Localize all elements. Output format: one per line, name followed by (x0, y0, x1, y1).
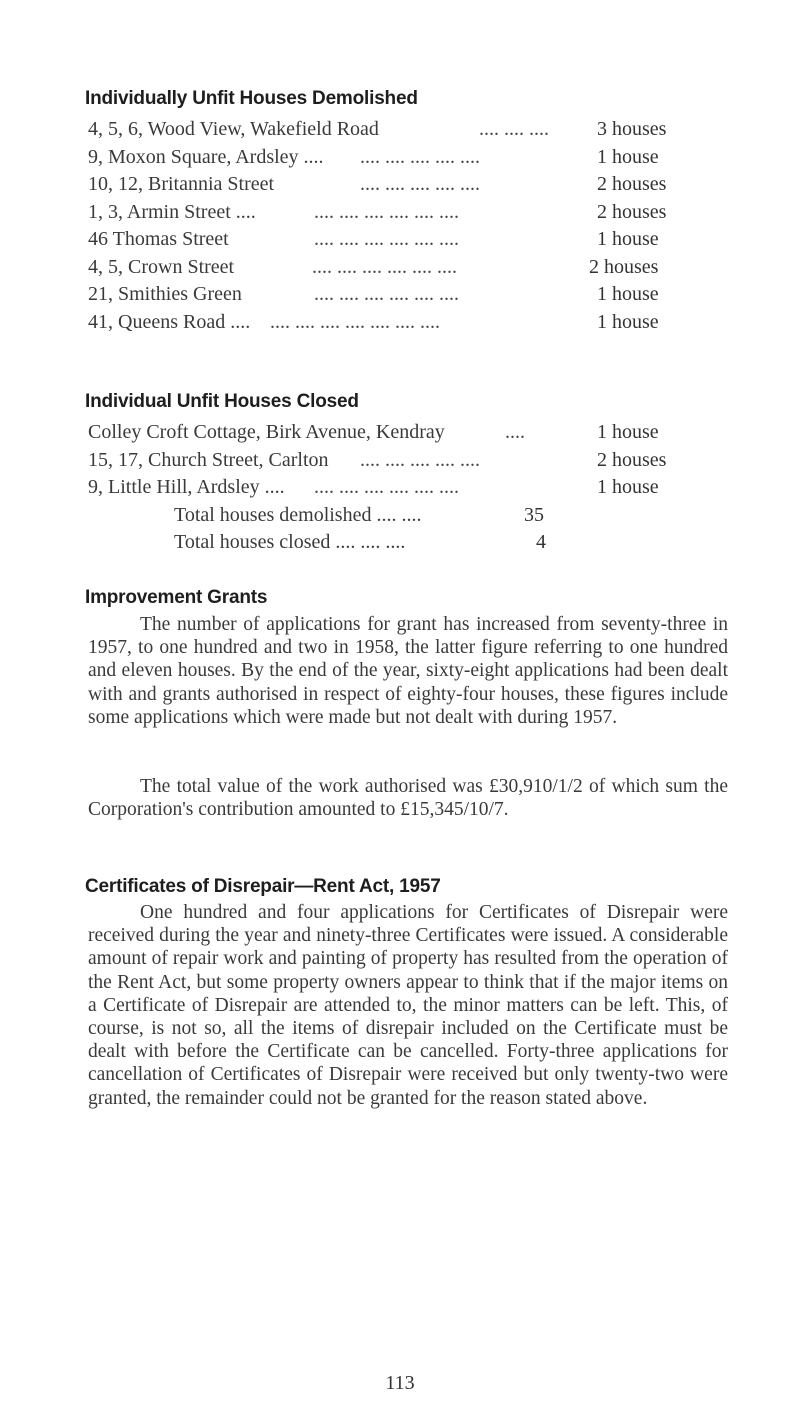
total-label: Total houses closed .... .... .... (174, 531, 406, 553)
list-item (88, 419, 728, 447)
total-value: 4 (536, 531, 546, 553)
closed-heading: Individual Unfit Houses Closed (85, 391, 359, 412)
address: 9, Little Hill, Ardsley .... (88, 476, 285, 498)
address: 4, 5, Crown Street (88, 255, 235, 278)
house-count: 1 house (597, 228, 659, 250)
address: 1, 3, Armin Street .... (88, 200, 256, 223)
list-item (88, 226, 728, 254)
demolished-list (88, 116, 728, 336)
closed-list (88, 419, 728, 557)
certificates-paragraph: One hundred and four applications for Certificates of Disrepair were received during the year and ninety-three Certificates were issued. A considerable amount of repair work and painting of property has resulted from the operation of the Rent Act, but some property owners appear to think that if the major items on a Certificate of Disrepair are attended to, the minor matters can be left. This, of course, is not so, all the items of disrepair included on the Certificate must be dealt with before the Certificate can be cancelled. Forty-three applications for cancellation of Certificates of Disrepair were received but only twenty-two were granted, the remainder could not be granted for the reason stated above. (88, 902, 728, 1109)
total-closed (88, 529, 728, 557)
house-count: 1 house (597, 145, 659, 168)
address: 9, Moxon Square, Ardsley .... (88, 145, 324, 168)
house-count: 1 house (597, 310, 659, 333)
address: 21, Smithies Green (88, 283, 242, 305)
address: 41, Queens Road .... (88, 310, 251, 333)
page-number: 113 (385, 1372, 415, 1394)
grants-paragraph-2: The total value of the work authorised was £30,910/1/2 of which sum the Corporation's contribution amounted to £15,345/10/7. (88, 776, 728, 821)
leader-dots: .... .... .... .... .... .... (314, 476, 459, 498)
address: 46 Thomas Street (88, 228, 229, 250)
demolished-heading: Individually Unfit Houses Demolished (85, 88, 418, 109)
list-item (88, 199, 728, 227)
house-count: 2 houses (589, 255, 659, 278)
leader-dots: .... .... .... .... .... (360, 448, 480, 471)
address: 15, 17, Church Street, Carlton (88, 448, 329, 471)
house-count: 2 houses (597, 173, 667, 195)
certificates-heading: Certificates of Disrepair—Rent Act, 1957 (85, 876, 441, 897)
house-count: 2 houses (597, 200, 667, 223)
house-count: 3 houses (597, 118, 667, 140)
leader-dots: .... .... .... .... .... .... (314, 228, 459, 250)
list-item (88, 144, 728, 172)
list-item (88, 116, 728, 144)
list-item (88, 281, 728, 309)
list-item (88, 171, 728, 199)
address: 4, 5, 6, Wood View, Wakefield Road (88, 118, 379, 140)
leader-dots: .... .... .... .... .... .... .... (270, 310, 440, 333)
total-value: 35 (524, 503, 544, 526)
leader-dots: .... .... .... .... .... .... (312, 255, 457, 278)
house-count: 1 house (597, 283, 659, 305)
house-count: 2 houses (597, 448, 667, 471)
house-count: 1 house (597, 421, 659, 443)
list-item (88, 254, 728, 282)
address: 10, 12, Britannia Street (88, 173, 275, 195)
list-item (88, 447, 728, 475)
house-count: 1 house (597, 476, 659, 498)
grants-paragraph-1: The number of applications for grant has increased from seventy-three in 1957, to one hundred and two in 1958, the latter figure referring to one hundred and eleven houses. By the end of the year, sixty-eight applications had been dealt with and grants authorised in respect of eighty-four houses, these figures include some applications which were made but not dealt with during 1957. (88, 614, 728, 728)
leader-dots: .... (505, 421, 525, 443)
leader-dots: .... .... .... .... .... (360, 173, 480, 195)
list-item (88, 309, 728, 337)
total-label: Total houses demolished .... .... (174, 503, 422, 526)
leader-dots: .... .... .... .... .... (360, 145, 480, 168)
total-demolished (88, 502, 728, 530)
leader-dots: .... .... .... .... .... .... (314, 200, 459, 223)
list-item (88, 474, 728, 502)
address: Colley Croft Cottage, Birk Avenue, Kendray (88, 421, 445, 443)
grants-heading: Improvement Grants (85, 587, 268, 608)
leader-dots: .... .... .... .... .... .... (314, 283, 459, 305)
leader-dots: .... .... .... (479, 118, 549, 140)
